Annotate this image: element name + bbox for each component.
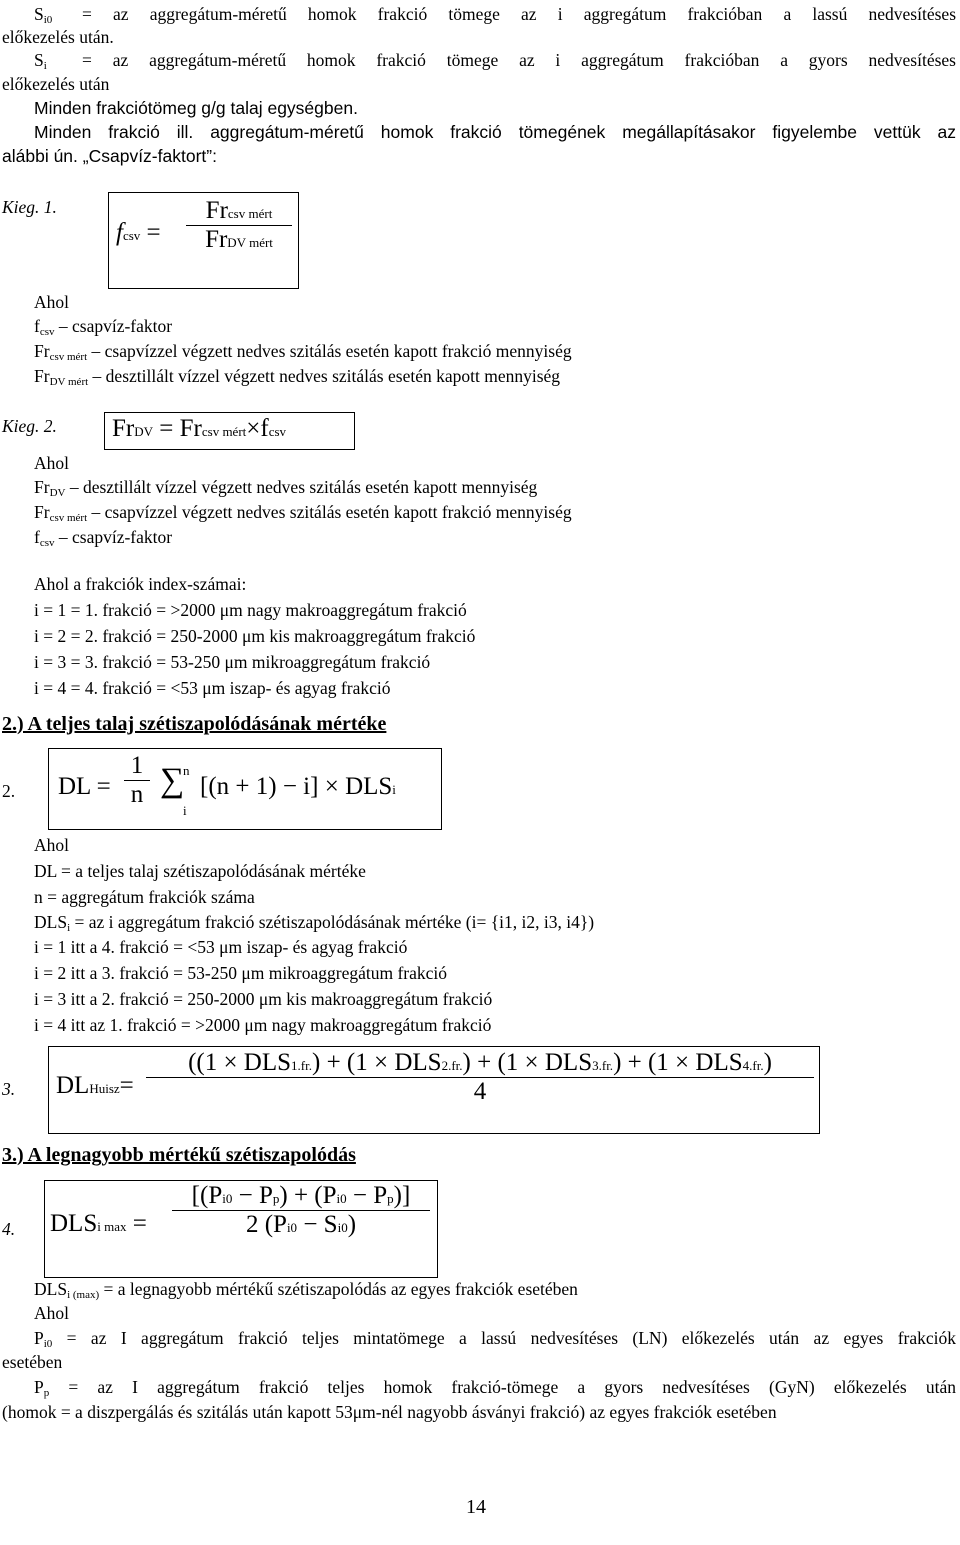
section2-def-dls: $DLS_i$ = az i aggregátum frakció szétiszapolódásának mértéke (i= {i1, i2, i3, i4})	[34, 912, 595, 934]
eq-2-sum: ∑	[160, 762, 185, 799]
eq1-def-fcsv: $f_{csv}$ – csapvíz-faktor	[34, 316, 173, 338]
eq-3-label: 3.	[2, 1079, 16, 1099]
fraction-item: i = 4 = 4. frakció = <53 μm iszap- és agyag frakció	[34, 678, 391, 698]
eq2-def-frcsv: $Fr_{csv mért}$ – csapvízzel végzett nedves szitálás esetén kapott frakció mennyiség	[34, 502, 572, 524]
section2-def: DL = a teljes talaj szétiszapolódásának mértéke	[34, 861, 366, 881]
eq2-label: Kieg. 2.	[2, 416, 57, 436]
eq2-formula: FrDV = Frcsv mért×fcsv	[112, 415, 287, 442]
section3-def-dlsmax: $DLS_{i (max)} = a$ legnagyobb mértékű szétiszapolódás az egyes frakciók esetében	[34, 1279, 578, 1301]
eq1-def-frdv: $Fr_{DV mért}$ – desztillált vízzel végzett nedves szitálás esetén kapott mennyiség	[34, 366, 561, 388]
section3-def-pp-cont: (homok = a diszpergálás és szitálás után kapott 53μm-nél nagyobb ásványi frakció) az egyes frakciók esetében	[2, 1402, 777, 1422]
def-si0-symbol: $S_{i0}$	[34, 4, 53, 26]
page-number: 14	[466, 1496, 486, 1518]
eq1-fraction: Frcsv mért FrDV mért	[186, 197, 292, 254]
fractions-heading: Ahol a frakciók index-számai:	[34, 574, 247, 594]
eq-4-label: 4.	[2, 1219, 16, 1239]
section2-item: i = 1 itt a 4. frakció = <53 μm iszap- és agyag frakció	[34, 937, 408, 957]
section3-def-pi0-cont: esetében	[2, 1352, 63, 1372]
section2-heading: 2.) A teljes talaj szétiszapolódásának mértéke	[2, 713, 387, 735]
eq1-lhs: fcsv =	[116, 219, 161, 246]
def-si-symbol: $S_i$	[34, 50, 47, 72]
fraction-item: i = 1 = 1. frakció = >2000 μm nagy makroaggregátum frakció	[34, 600, 467, 620]
section2-item: i = 2 itt a 3. frakció = 53-250 μm mikroaggregátum frakció	[34, 963, 448, 983]
section3-ahol: Ahol	[34, 1303, 69, 1323]
section2-item: i = 4 itt az 1. frakció = >2000 μm nagy makroaggregátum frakció	[34, 1015, 492, 1035]
eq-4-lhs: DLSi max =	[50, 1210, 147, 1237]
eq-2-label: 2.	[2, 781, 16, 801]
section2-ahol: Ahol	[34, 835, 69, 855]
section3-heading: 3.) A legnagyobb mértékű szétiszapolódás	[2, 1144, 356, 1166]
note-csv-cont: alábbi ún. „Csapvíz-faktort”:	[2, 146, 217, 166]
eq-2-sum-top: n	[183, 763, 190, 778]
eq2-def-frdv: $Fr_{DV}$ – desztillált vízzel végzett nedves szitálás esetén kapott mennyiség	[34, 477, 538, 499]
eq-3-fraction: ((1 × DLS1.fr.) + (1 × DLS2.fr.) + (1 × DLS3.fr.) + (1 × DLS4.fr.) 4	[146, 1049, 814, 1106]
fraction-item: i = 2 = 2. frakció = 250-2000 μm kis makroaggregátum frakció	[34, 626, 476, 646]
eq-4-fraction: [(Pi0 − Pp) + (Pi0 − Pp)] 2 (Pi0 − Si0)	[172, 1182, 430, 1239]
def-si0-text-cont: előkezelés után.	[2, 27, 114, 47]
section2-def: n = aggregátum frakciók száma	[34, 887, 255, 907]
eq-2-body: [(n + 1) − i] × DLSi	[200, 773, 396, 800]
eq2-def-fcsv: $f_{csv}$ – csapvíz-faktor	[34, 527, 173, 549]
eq1-ahol: Ahol	[34, 292, 69, 312]
section3-def-pi0: $P_{i0}$ = az I aggregátum frakció teljes mintatömege a lassú nedvesítéses (LN) előkezelés után az egyes frakciók	[34, 1328, 956, 1350]
section3-def-pp: $P_p$ = az I aggregátum frakció teljes homok frakció-tömege a gyors nedvesítéses (GyN) előkezelés után	[34, 1377, 956, 1399]
def-si-text-cont: előkezelés után	[2, 74, 110, 94]
section2-item: i = 3 itt a 2. frakció = 250-2000 μm kis makroaggregátum frakció	[34, 989, 493, 1009]
eq1-def-frcsv: $Fr_{csv mért}$ – csapvízzel végzett nedves szitálás esetén kapott frakció mennyiség	[34, 341, 572, 363]
eq-2-sum-bottom: i	[183, 803, 187, 818]
def-si0-text: = az aggregátum-méretű homok frakció tömege az i aggregátum frakcióban a lassú nedvesítéses	[82, 4, 956, 24]
eq-3-lhs: DLHuisz=	[56, 1072, 134, 1099]
note-unit: Minden frakciótömeg g/g talaj egységben.	[34, 98, 358, 118]
note-csv: Minden frakció ill. aggregátum-méretű homok frakció tömegének megállapításakor figyelembe vettük az	[34, 122, 956, 142]
def-si-text: = az aggregátum-méretű homok frakció tömege az i aggregátum frakcióban a gyors nedvesítéses	[82, 50, 956, 70]
eq-2-lhs: DL =	[58, 773, 111, 800]
eq-2-fraction: 1 n	[124, 752, 150, 809]
fraction-item: i = 3 = 3. frakció = 53-250 μm mikroaggregátum frakció	[34, 652, 431, 672]
eq1-label: Kieg. 1.	[2, 197, 57, 217]
eq2-ahol: Ahol	[34, 453, 69, 473]
